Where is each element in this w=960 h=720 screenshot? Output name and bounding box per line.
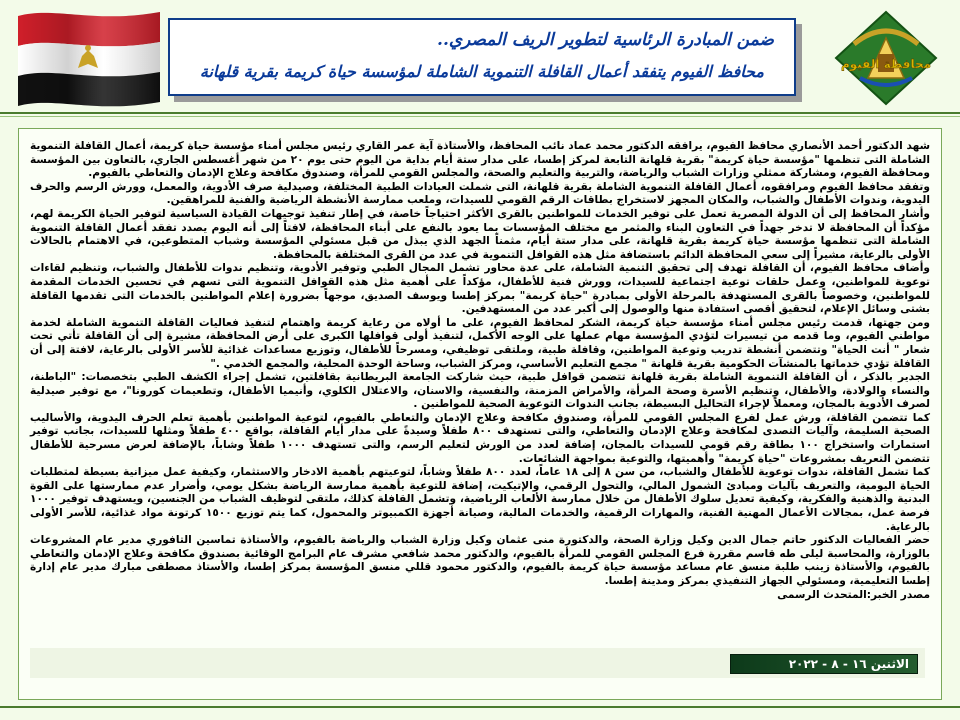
article-paragraph: كما تشمل القافلة، ندوات توعوية للأطفال والشباب، من سن ٨ إلى ١٨ عاماً، لعدد ٨٠٠ طفلاً وشاباً، لتوعيتهم بأهمية الادخار والاستثمار، وكيفية عمل ميزانية بسيطة لمتطلبات الحياة اليومية، والتعريف بآليات ومبادئ الشمول المالي، والتحول الرقمي، والإتيكيت، إضافة للتوعية بأهمية ممارسة الرياضة بشكل يومي، وأضرار عدم ممارستها على القوة البدنية والذهنية والفكرية، وكيفية تعديل سلوك الأطفال من خلال ممارسة الألعاب الرياضية، وتشمل القافلة كذلك، ملتقى لتوظيف الشباب من الجنسين، ويستهدف توفير ١٠٠٠ فرصة عمل، بمجالات الأعمال المهنية الفنية، والمهارات الرقمية، والخدمات المالية، وصيانة أجهزة الكمبيوتر والمحمول، كما يتم توزيع ١٥٠٠ كرتونة مواد غذائية، للأسر الأولى بالرعاية. — [30, 466, 930, 533]
article-paragraph: وأضاف محافظ الفيوم، أن القافلة تهدف إلى تحقيق التنمية الشاملة، على عدة محاور تشمل المجال الطبي وتوفير الأدوية، وتنظيم ندوات للأطفال والشباب، وتنظيم لقاءات توعوية للمواطنين، وعمل حلقات توعية اجتماعية للسيدات، وورش فنية للأطفال، مؤكداً على أهمية مثل هذه القوافل التنموية التى تسهم في تحسين الخدمات المقدمة للمواطنين، وخصوصاً بالقرى المستهدفة بالمرحلة الأولى بمبادرة "حياة كريمة" بمركز إطسا ويوسف الصديق، موجهاً بضرورة إعلام المواطنين بالخدمات التى تقدمها القافلة بشتى وسائل الإعلام، لتحقيق أقصى استفادة منها والوصول إلى أكبر عدد من المستهدفين. — [30, 262, 930, 316]
date-bar: الاثنين ١٦ - ٨ - ٢٠٢٢ — [730, 654, 918, 674]
egypt-flag-icon — [14, 6, 164, 108]
article-body — [30, 140, 930, 602]
fayoum-governorate-logo — [826, 8, 946, 108]
article-paragraph: وتفقد محافظ الفيوم ومرافقوه، أعمال القافلة التنموية الشاملة بقرية قلهانة، التى شملت العيادات الطبية المختلفة، وصيدلية صرف الأدوية، والمعمل، وورش الرسم والحرف اليدوية، وندوات الأطفال والشباب، والمكان المجهز لاستخراج بطاقات الرقم القومي للسيدات، وملعب ممارسة الأنشطة الرياضية والفنية للمراهقين. — [30, 180, 930, 207]
article-paragraph: الجدير بالذكر ، أن القافلة التنموية الشاملة بقرية قلهانة تتضمن قوافل طبية، حيث شاركت الجامعة البريطانية بقافلتين، تشمل إجراء الكشف الطبي بتخصصات: "الباطنة، والنساء والولادة، والأطفال، وتنظيم الأسرة وصحة المرأة، والأمراض المزمنة، والنفسية، والاسنان، والاعتلال الكلوي، وأنيميا الأطفال، وتطعيمات كورونا"، مع توفير صيدلية لصرف الأدوية بالمجان، ومعملاً لإجراء التحاليل البسيطة، بجانب الندوات التوعوية الصحية للمواطنين . — [30, 371, 930, 411]
header-divider-light — [0, 116, 960, 117]
article-paragraph: كما تتضمن القافلة، ورش عمل لفرع المجلس القومي للمرأة، وصندوق مكافحة وعلاج الإدمان والتعاطي بالفيوم، لتوعية المواطنين بأهمية تعلم الحرف اليدوية، والأساليب الصحية السليمة، وآليات التصدى لمكافحة وعلاج الإدمان والتعاطي، والتى تستهدف ٨٠٠ طفلاً وسيدةً على مدار أيام القافلة، بواقع ٤٠٠ طفلاً ومثلها للسيدات، بجانب توفير استمارات واستخراج ١٠٠ بطاقة رقم قومي للسيدات بالمجان، إضافة لعدد من الورش لتعليم الرسم، والتى تستهدف ١٠٠٠ طفلاً وشاباً، بالإضافة لعرض مسرحية للأطفال تتضمن التعريف بمشروعات "حياة كريمة" وأهميتها، والتوعية بمواجهة الشائعات. — [30, 411, 930, 465]
logo-text: محافظة الفيوم — [840, 57, 932, 71]
article-paragraph: وأشار المحافظ إلى أن الدولة المصرية تعمل على توفير الخدمات للمواطنين بالقرى الأكثر احتياجاً خاصة، في إطار تنفيذ توجيهات القيادة السياسية لتوفير الحياة الكريمة لهم، مؤكداً أن المحافظة لا تدخر جهداً في التعاون البناء والمثمر مع مختلف المؤسسات بما يعود بالنفع على أبناء المحافظة، لافتاً إلى أنه اليوم يصدد تفقد أعمال القافلة التنموية الشاملة التى تنظمها مؤسسة حياة كريمة بقرية قلهانة، على مدار ستة أيام، مثمناً الجهد الذي يبذل من قبل مسئولي المؤسسة وشباب المتطوعين، في الاهتمام بالحالات الأولى بالرعاية، مشيراً إلى سعي المحافظة الدائم باستضافة مثل هذه القوافل التنموية في عدد من القرى المختلفة بالمحافظة. — [30, 207, 930, 261]
headline-line-1: ضمن المبادرة الرئاسية لتطوير الريف المصري.. — [437, 30, 774, 50]
headline-line-2: محافظ الفيوم يتفقد أعمال القافلة التنموية الشاملة لمؤسسة حياة كريمة بقرية قلهانة — [199, 62, 764, 81]
headline-box — [168, 18, 796, 96]
article-paragraph: شهد الدكتور أحمد الأنصاري محافظ الفيوم، يرافقه الدكتور محمد عماد نائب المحافظ، والأستاذة آية عمر القاري رئيس مجلس أمناء مؤسسة حياة كريمة، أعمال القافلة التنموية الشاملة التى تنظمها "مؤسسة حياة كريمة" بقرية قلهانة التابعة لمركز إطسا، على مدار ستة أيام بداية من اليوم حتى يوم ٢٠ من شهر أغسطس الجاري، بالتعاون بين المؤسسة ومحافظة الفيوم، ومشاركة ممثلي وزارات الشباب والرياضة، والتربية والتعليم والصحة، والمجلس القومي للمرأة، وصندوق مكافحة وعلاج الإدمان والتعاطي بالفيوم. — [30, 140, 930, 180]
article-paragraph: حضر الفعاليات الدكتور حاتم جمال الدين وكيل وزارة الصحة، والدكتورة منى عثمان وكيل وزارة الشباب والرياضة بالفيوم، والأستاذة تماسين التافوري مدير عام المشروعات بالوزارة، والمحاسبة ليلى طه قاسم مقررة فرع المجلس القومي للمرأة بالفيوم، والدكتور محمد شافعي مشرف عام البرامج الوقائية بصندوق مكافحة وعلاج الإدمان والتعاطي بالفيوم، والأستاذة زينب طلبة منسق عام مساعد مؤسسة حياة كريمة بالفيوم، والدكتور محمود قللي منسق المؤسسة بمركز إطسا، والأستاذ مصطفى مبارك مدير عام إدارة إطسا التعليمية، ومسئولي الجهاز التنفيذي بمركز ومدينة إطسا. — [30, 534, 930, 587]
article-paragraph: ومن جهتها، قدمت رئيس مجلس أمناء مؤسسة حياة كريمة، الشكر لمحافظ الفيوم، على ما أولاه من رعاية كريمة واهتمام لتنفيذ فعاليات القافلة التنموية الشاملة لخدمة مواطني الفيوم، وما قدمه من تيسيرات لتؤدي المؤسسة مهام عملها على الوجه الأكمل، لتنفيذ أولى قوافلها الكبرى على أرض المحافظة، مشيرة إلى أن القافلة تأتي تحت شعار " أنت الحياة" وتتضمن أنشطة تدريب وتوعية المواطنين، وقافلة طبية، وملتقى توظيفي، ومسرحاً للأطفال، وتوزيع مساعدات غذائية للأسر الأولى بالرعاية، لافتة إلى أن القافلة تؤدي خدماتها بالمنشآت الحكومية بقرية قلهانة " مجمع التعليم الأساسي، ومركز الشباب، وساحة الوحدة المحلية، والمجمع الخدمي ." — [30, 316, 930, 370]
header-divider — [0, 112, 960, 114]
article-source: مصدر الخبر:المتحدث الرسمى — [777, 588, 930, 601]
footer-divider — [0, 706, 960, 708]
